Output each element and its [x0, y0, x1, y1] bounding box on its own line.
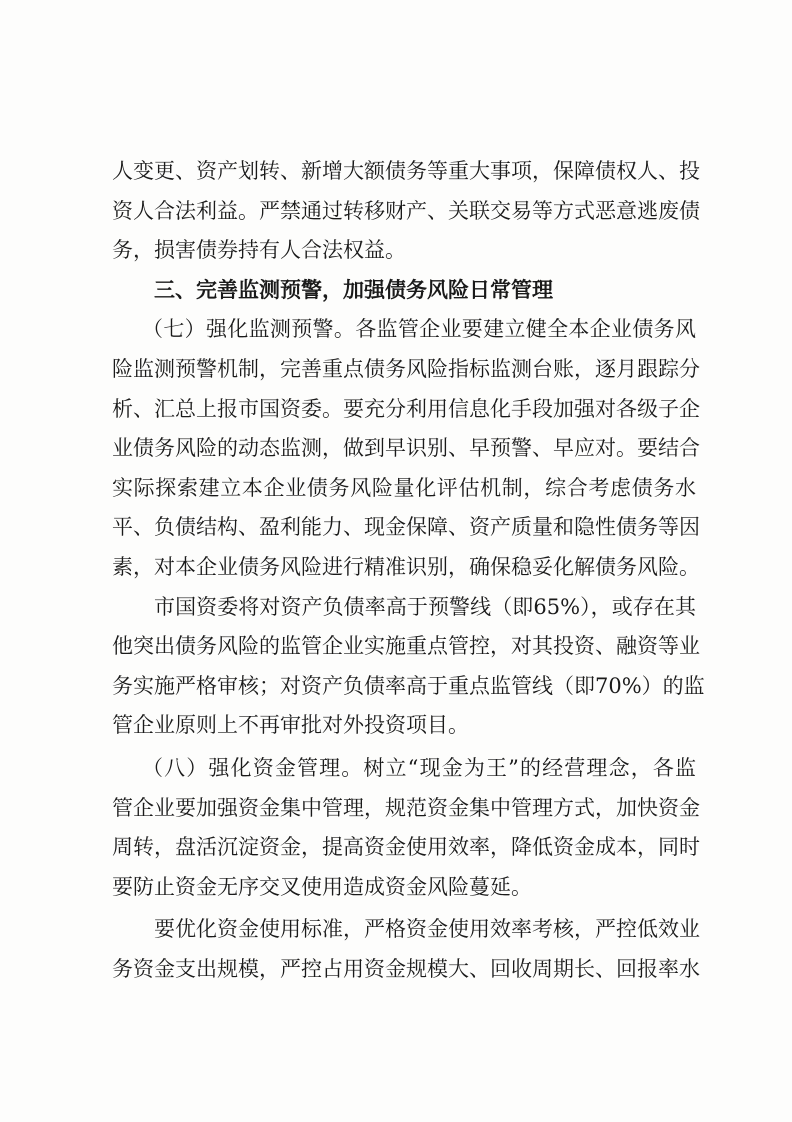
text-line: 周转，盘活沉淀资金，提高资金使用效率，降低资金成本，同时	[112, 835, 700, 860]
text-line: 要优化资金使用标准，严格资金使用效率考核，严控低效业	[154, 917, 700, 942]
text-line: 务，损害债券持有人合法权益。	[112, 238, 406, 263]
text-line: 业债务风险的动态监测，做到早识别、早预警、早应对。要结合	[112, 436, 700, 461]
text-line: 析、汇总上报市国资委。要充分利用信息化手段加强对各级子企	[112, 396, 700, 421]
text-line: 要防止资金无序交叉使用造成资金风险蔓延。	[112, 874, 532, 899]
paragraph-sasac-control	[112, 588, 705, 746]
text-line: 平、负债结构、盈利能力、现金保障、资产质量和隐性债务等因	[112, 515, 700, 540]
text-line: 素，对本企业债务风险进行精准识别，确保稳妥化解债务风险。	[112, 554, 700, 579]
paragraph-continuation	[112, 152, 700, 271]
paragraph-optimize	[112, 910, 700, 989]
text-line: 务资金支出规模，严控占用资金规模大、回收周期长、回报率水	[112, 956, 700, 981]
section-heading: 三、完善监测预警，加强债务风险日常管理	[154, 277, 553, 302]
text-line: 管企业原则上不再审批对外投资项目。	[112, 713, 469, 738]
text-line: 实际探索建立本企业债务风险量化评估机制，综合考虑债务水	[112, 475, 696, 500]
text-line: 险监测预警机制，完善重点债务风险指标监测台账，逐月跟踪分	[112, 356, 700, 381]
paragraph-eight	[112, 749, 700, 907]
text-line: （八）强化资金管理。树立“现金为王”的经营理念，各监	[142, 755, 696, 780]
text-line: 管企业要加强资金集中管理，规范资金集中管理方式，加快资金	[112, 795, 700, 820]
text-line: 他突出债务风险的监管企业实施重点管控，对其投资、融资等业	[112, 634, 700, 659]
text-line: 人变更、资产划转、新增大额债务等重大事项，保障债权人、投	[112, 159, 700, 183]
document-body	[112, 152, 705, 989]
paragraph-seven	[112, 310, 700, 587]
text-line: （七）强化监测预警。各监管企业要建立健全本企业债务风	[142, 317, 696, 342]
text-line: 务实施严格审核；对资产负债率高于重点监管线（即70%）的监	[112, 673, 705, 698]
text-line: 市国资委将对资产负债率高于预警线（即65%），或存在其	[154, 594, 696, 619]
text-line: 资人合法利益。严禁通过转移财产、关联交易等方式恶意逃废债	[112, 198, 700, 223]
